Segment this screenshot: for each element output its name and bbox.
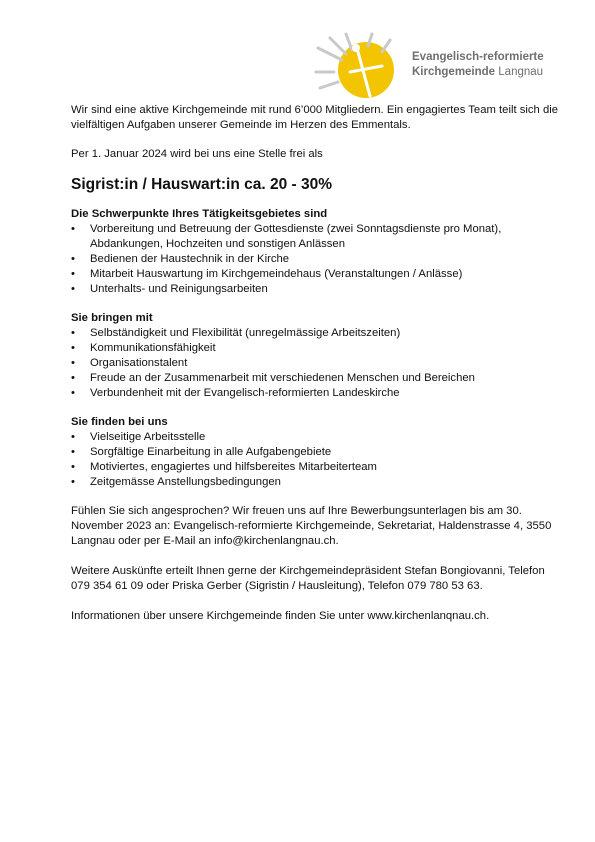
logo-line-1: Evangelisch-reformierte (412, 51, 544, 63)
job-posting (71, 103, 561, 624)
logo-wordmark (412, 50, 544, 80)
intro-paragraph: Wir sind eine aktive Kirchgemeinde mit rund 6’000 Mitgliedern. Ein engagiertes Team teilt sich die vielfältigen Aufgaben unserer Gemeinde im Herzen des Emmentals. (71, 104, 559, 131)
list-item: • Unterhalts- und Reinigungsarbeiten (71, 282, 561, 297)
logo-line-2 (412, 65, 544, 80)
contact-paragraph: Weitere Auskünfte erteilt Ihnen gerne der Kirchgemeindepräsident Stefan Bongiovanni, Telefon 079 354 61 09 oder Priska Gerber (Sigristin / Hausleitung), Telefon 079 780 53 63. (71, 565, 545, 592)
list-item: • Sorgfältige Einarbeitung in alle Aufgabengebiete (71, 445, 561, 460)
list-item: • Organisationstalent (71, 356, 561, 371)
list-item: • Verbundenheit mit der Evangelisch-reformierten Landeskirche (71, 386, 561, 401)
list-item: • Vielseitige Arbeitsstelle (71, 430, 561, 445)
requirements-list (71, 326, 561, 401)
list-item: • Bedienen der Haustechnik in der Kirche (71, 252, 561, 267)
sun-figure-logo-icon (312, 32, 412, 102)
list-item: • Selbständigkeit und Flexibilität (unregelmässige Arbeitszeiten) (71, 326, 561, 341)
website-paragraph: Informationen über unsere Kirchgemeinde finden Sie unter www.kirchenlanqnau.ch. (71, 610, 490, 622)
list-item: • Motiviertes, engagiertes und hilfsbereites Mitarbeiterteam (71, 460, 561, 475)
list-item: • Zeitgemässe Anstellungsbedingungen (71, 475, 561, 490)
section-heading-requirements: Sie bringen mit (71, 312, 153, 324)
list-item: • Kommunikationsfähigkeit (71, 341, 561, 356)
application-paragraph: Fühlen Sie sich angesprochen? Wir freuen uns auf Ihre Bewerbungsunterlagen bis am 30. November 2023 an: Evangelisch-reformierte Kirchgemeinde, Sekretariat, Haldenstrasse 4, 3550 Langnau oder per E-Mail an info@kirchenlangnau.ch. (71, 505, 552, 547)
section-heading-offer: Sie finden bei uns (71, 416, 168, 428)
list-item: • Mitarbeit Hauswartung im Kirchgemeindehaus (Veranstaltungen / Anlässe) (71, 267, 561, 282)
list-item: • Vorbereitung und Betreuung der Gottesdienste (zwei Sonntagsdienste pro Monat), Abdankungen, Hochzeiten und sonstigen Anlässen (71, 222, 561, 252)
section-heading-duties: Die Schwerpunkte Ihres Tätigkeitsgebietes sind (71, 208, 328, 220)
logo-line-2-bold: Kirchgemeinde (412, 66, 496, 78)
duties-list (71, 222, 561, 297)
church-logo (312, 32, 572, 102)
job-title: Sigrist:in / Hauswart:in ca. 20 - 30% (71, 176, 332, 193)
logo-line-2-rest: Langnau (495, 66, 544, 78)
start-date-text: Per 1. Januar 2024 wird bei uns eine Stelle frei als (71, 148, 323, 160)
list-item: • Freude an der Zusammenarbeit mit verschiedenen Menschen und Bereichen (71, 371, 561, 386)
offer-list (71, 430, 561, 490)
